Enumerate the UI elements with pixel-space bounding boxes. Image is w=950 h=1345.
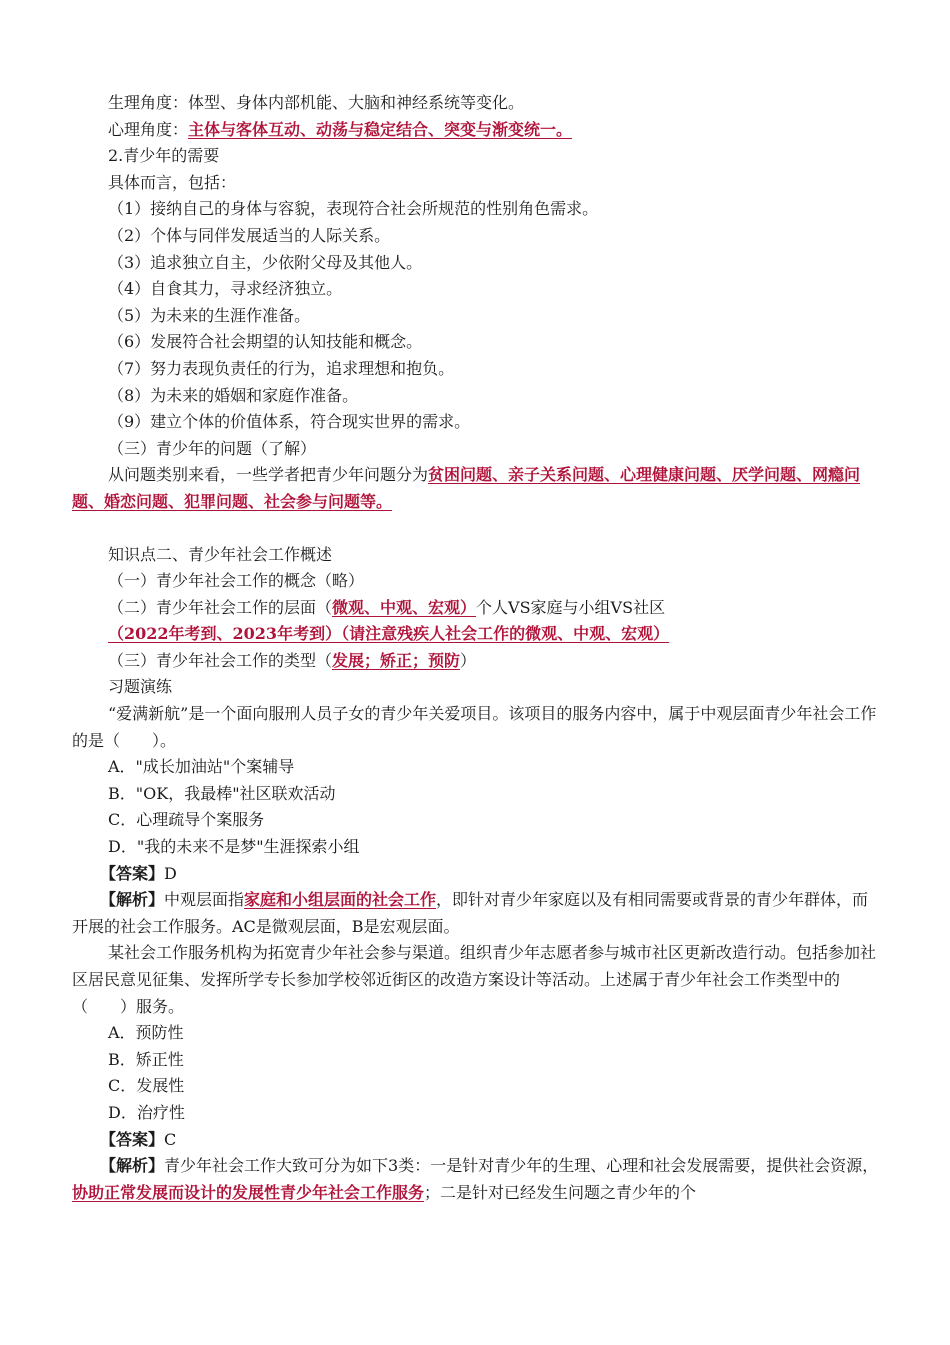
analysis-label: 【解析】 — [100, 1156, 165, 1176]
analysis-highlight: 协助正常发展而设计的发展性青少年社会工作服务 — [72, 1182, 425, 1202]
analysis-rest: ，即针对青少年家庭以及有相同需要或背景的青少年群体，而开展的社会工作服务。AC是微观层面，B是宏观层面。 — [72, 890, 869, 936]
psychology-highlight: 主体与客体互动、动荡与稳定结合、突变与渐变统一。 — [188, 119, 573, 139]
levels-highlight: 微观、中观、宏观） — [332, 597, 477, 617]
question-1-option: B．"OK，我最棒"社区联欢活动 — [108, 783, 336, 803]
question-1-analysis — [72, 887, 882, 940]
section-heading-needs: 2.青少年的需要 — [108, 146, 220, 166]
need-item: （6）发展符合社会期望的认知技能和概念。 — [108, 332, 423, 352]
practice-heading: 习题演练 — [108, 677, 173, 697]
need-item: （5）为未来的生涯作准备。 — [108, 305, 311, 325]
analysis-rest: ；二是针对已经发生问题之青少年的个 — [424, 1182, 697, 1202]
document-page — [72, 90, 882, 1206]
answer-label: 【答案】 — [100, 1129, 165, 1149]
need-item: （9）建立个体的价值体系，符合现实世界的需求。 — [108, 412, 471, 432]
concept-line: （一）青少年社会工作的概念（略） — [108, 571, 365, 591]
need-item: （2）个体与同伴发展适当的人际关系。 — [108, 225, 391, 245]
levels-label: （二）青少年社会工作的层面（ — [108, 597, 333, 617]
answer-value: C — [164, 1129, 177, 1149]
need-item: （8）为未来的婚姻和家庭作准备。 — [108, 385, 359, 405]
problems-paragraph — [72, 462, 882, 515]
question-1-stem: “爱满新航”是一个面向服刑人员子女的青少年关爱项目。该项目的服务内容中，属于中观层面青少年社会工作的是（ ）。 — [72, 704, 877, 750]
question-2-option: A．预防性 — [108, 1023, 184, 1043]
question-1-option: D．"我的未来不是梦"生涯探索小组 — [108, 837, 360, 857]
psychology-label: 心理角度： — [108, 119, 189, 139]
knowledge-point-title: 知识点二、青少年社会工作概述 — [108, 544, 333, 564]
analysis-highlight: 家庭和小组层面的社会工作 — [244, 890, 437, 910]
question-2-option: D．治疗性 — [108, 1102, 185, 1122]
analysis-intro: 中观层面指 — [164, 890, 245, 910]
question-2-stem: 某社会工作服务机构为拓宽青少年社会参与渠道。组织青少年志愿者参与城市社区更新改造行动。包括参加社区居民意见征集、发挥所学专长参加学校邻近街区的改造方案设计等活动。上述属于青少年社会工作类型中的（ ）服务。 — [72, 943, 877, 1016]
section-heading-problems: （三）青少年的问题（了解） — [108, 438, 317, 458]
need-item: （4）自食其力，寻求经济独立。 — [108, 279, 343, 299]
levels-line — [72, 595, 882, 622]
analysis-intro: 青少年社会工作大致可分为如下3类：一是针对青少年的生理、心理和社会发展需要，提供社会资源， — [164, 1156, 879, 1176]
question-2-analysis — [72, 1153, 882, 1206]
exam-note-highlight: （2022年考到、2023年考到）（请注意残疾人社会工作的微观、中观、宏观） — [108, 624, 670, 644]
question-2-option: B．矫正性 — [108, 1049, 184, 1069]
analysis-label: 【解析】 — [100, 890, 165, 910]
types-close: ） — [460, 650, 477, 670]
answer-value: D — [164, 863, 177, 883]
types-label: （三）青少年社会工作的类型（ — [108, 650, 333, 670]
physiology-line: 生理角度：体型、身体内部机能、大脑和神经系统等变化。 — [108, 93, 525, 112]
types-line — [72, 648, 882, 675]
need-item: （1）接纳自己的身体与容貌，表现符合社会所规范的性别角色需求。 — [108, 199, 599, 219]
question-2-option: C．发展性 — [108, 1076, 185, 1096]
needs-intro: 具体而言，包括： — [108, 172, 237, 192]
levels-exam-note — [72, 621, 882, 648]
problems-intro: 从问题类别来看，一些学者把青少年问题分为 — [108, 465, 429, 485]
question-1-option: C．心理疏导个案服务 — [108, 810, 265, 830]
levels-detail: 个人VS家庭与小组VS社区 — [476, 597, 666, 617]
answer-label: 【答案】 — [100, 863, 165, 883]
psychology-line — [72, 117, 882, 144]
question-2-answer — [72, 1127, 882, 1154]
need-item: （7）努力表现负责任的行为，追求理想和抱负。 — [108, 358, 455, 378]
question-1-option: A．"成长加油站"个案辅导 — [108, 757, 295, 777]
types-highlight: 发展；矫正；预防 — [332, 650, 461, 670]
need-item: （3）追求独立自主，少依附父母及其他人。 — [108, 252, 423, 272]
problems-highlight: 贫困问题、亲子关系问题、心理健康问题、厌学问题、网瘾问题、婚恋问题、犯罪问题、社会参与问题等。 — [72, 465, 861, 511]
question-1-answer — [72, 861, 882, 888]
